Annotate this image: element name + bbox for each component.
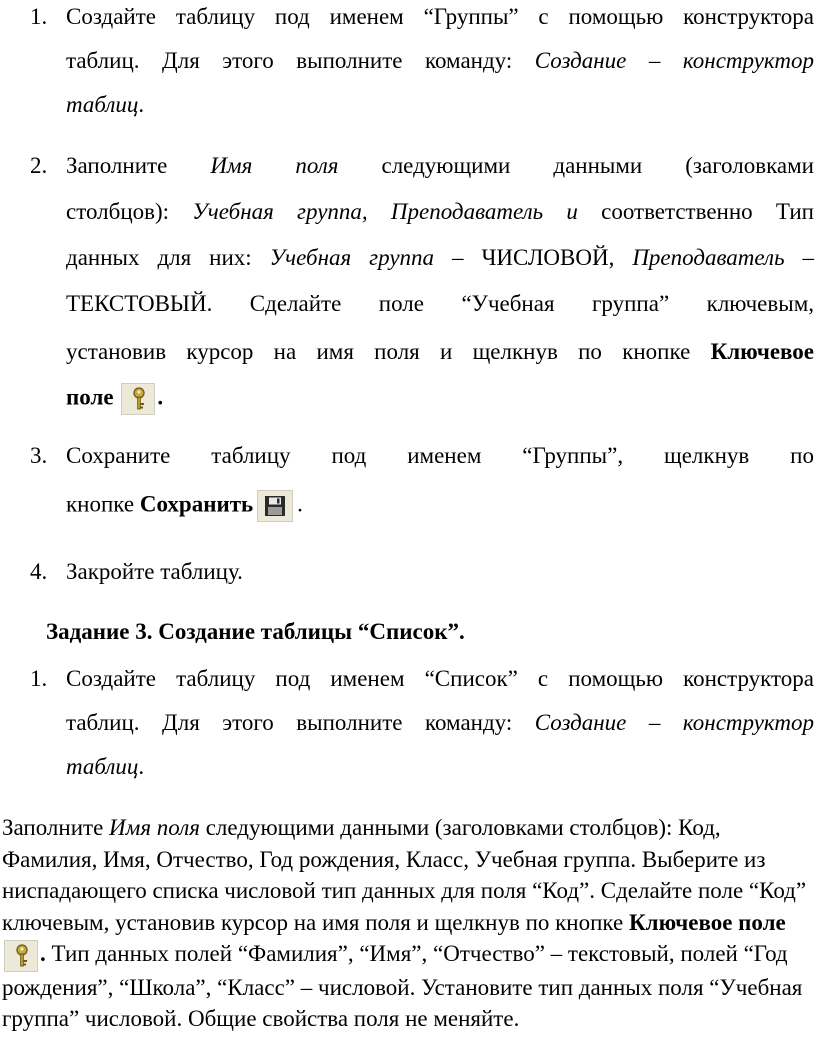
text-run: Создайте таблицу под именем “Список” с помощью конструктора <box>66 666 814 691</box>
text-line <box>66 666 814 692</box>
text-run: установив курсор на имя поля и щелкнув по кнопке <box>66 339 711 364</box>
task-3-paragraph <box>2 812 814 1035</box>
text-run: соответственно Тип <box>577 199 814 224</box>
text-run: таблиц. Для этого выполните команду: <box>66 48 535 73</box>
text-line <box>66 559 814 585</box>
text-line <box>66 153 814 179</box>
text-run: Преподаватель <box>632 245 785 270</box>
floppy-disk-icon <box>257 490 293 522</box>
text-run: Имя поля <box>109 815 200 840</box>
text-line <box>66 754 814 780</box>
text-line <box>66 199 814 225</box>
text-run: Учебная группа <box>269 245 435 270</box>
list-number: 1. <box>30 666 48 691</box>
list-number: 1. <box>30 4 48 29</box>
text-run: таблиц <box>66 754 139 779</box>
text-run: Создание – конструктор <box>534 48 814 73</box>
text-run: поле <box>66 384 120 410</box>
text-run: Сохраните таблицу под именем “Группы”, щелкнув по <box>66 443 814 468</box>
key-icon <box>121 383 155 415</box>
text-run: таблиц. Для этого выполните команду: <box>66 710 535 735</box>
text-run: Тип данных полей “Фамилия”, “Имя”, “Отчество” – текстовый, полей “Год рождения”, “Школа”, “Класс” – числовой. Установите тип данных поля “Учебная группа” числовой. Общие свойства поля не меняйте. <box>2 941 803 1032</box>
text-run: Создайте таблицу под именем “Группы” с помощью конструктора <box>66 4 814 29</box>
text-run: . <box>138 754 145 779</box>
text-run: Сохранить <box>139 491 254 517</box>
list-number: 3. <box>30 443 48 468</box>
text-run: Учебная группа, Преподаватель и <box>192 199 578 224</box>
text-run: Закройте таблицу. <box>66 559 243 584</box>
text-line <box>66 291 814 317</box>
text-run: столбцов): <box>66 199 193 224</box>
key-icon <box>4 940 38 972</box>
text-run: ТЕКСТОВЫЙ. Сделайте поле “Учебная группа” ключевым, <box>66 291 814 316</box>
text-run: следующими данными (заголовками <box>338 153 814 178</box>
text-run: Создание – конструктор <box>534 710 814 735</box>
text-line <box>66 4 814 30</box>
text-run: – <box>784 245 815 270</box>
text-run: кнопке <box>66 491 140 517</box>
text-run: . <box>40 941 46 966</box>
text-line <box>66 443 814 469</box>
text-line <box>66 48 814 74</box>
list-number: 2. <box>30 153 48 178</box>
task-3-heading: Задание 3. Создание таблицы “Список”. <box>46 619 465 644</box>
text-line <box>66 92 814 118</box>
text-run: Ключевое <box>710 339 814 364</box>
text-run: данных для них: <box>66 245 270 270</box>
text-run: . <box>157 384 164 410</box>
text-run: . <box>138 92 145 117</box>
text-run: Имя поля <box>210 153 339 178</box>
text-line <box>66 383 814 415</box>
text-line <box>66 245 814 271</box>
text-run: . <box>297 491 303 517</box>
text-run: Заполните <box>66 153 211 178</box>
text-line <box>66 710 814 736</box>
text-run: – ЧИСЛОВОЙ, <box>434 245 633 270</box>
text-run: таблиц <box>66 92 139 117</box>
list-number: 4. <box>30 559 48 584</box>
text-run: следующими данными (заголовками столбцов): Код, Фамилия, Имя, Отчество, Год рождения, Класс, Учебная группа. Выберите из ниспадающего списка числовой тип данных для поля “Код”. Сделайте поле “Код” ключевым, установив курсор на имя поля и щелкнув по кнопке <box>2 815 807 935</box>
text-run: Заполните <box>2 815 110 840</box>
text-run: Ключевое поле <box>628 909 786 935</box>
text-line <box>66 339 814 365</box>
text-line <box>66 490 814 522</box>
